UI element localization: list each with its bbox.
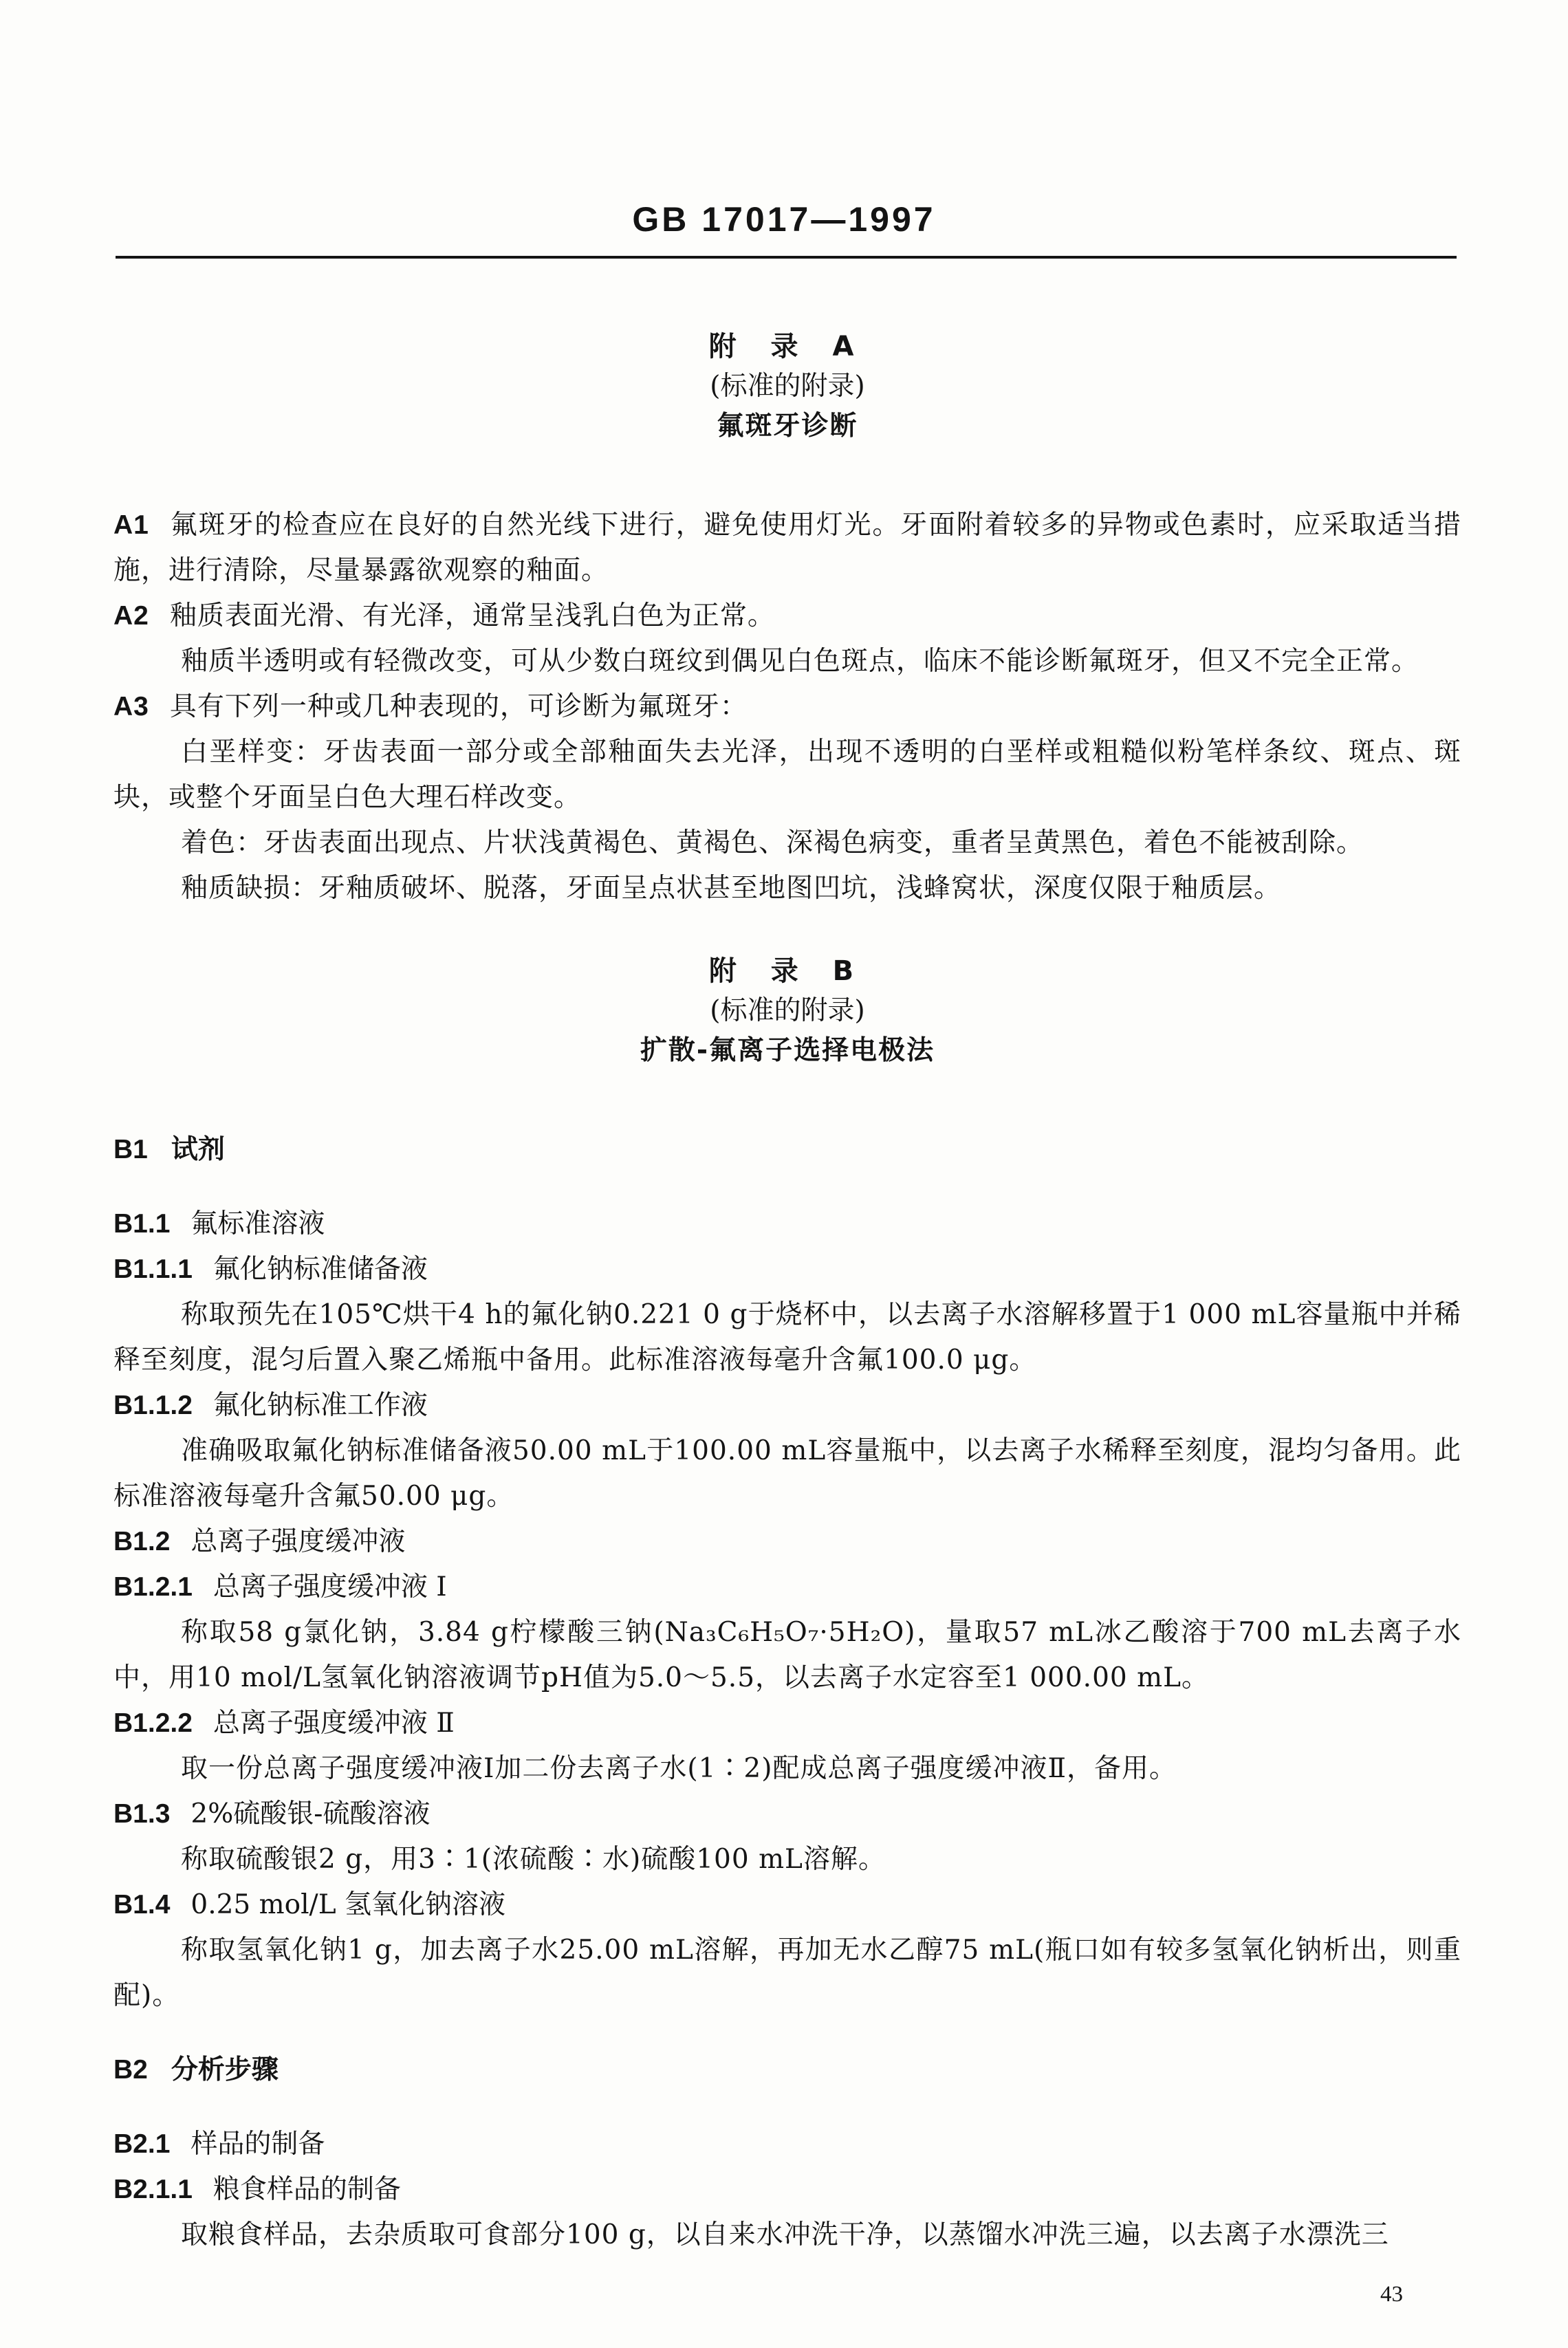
appendix-b-name: 扩散-氟离子选择电极法 [640, 1035, 935, 1066]
section-b2-heading [113, 2047, 1461, 2093]
header-rule [116, 256, 1457, 259]
section-number: B1 [113, 1135, 148, 1164]
standard-number-header: GB 17017—1997 [632, 200, 936, 239]
clause-number: B1.2 [113, 1527, 171, 1556]
clause-a3-item: 釉质缺损：牙釉质破坏、脱落，牙面呈点状甚至地图凹坑，浅蜂窝状，深度仅限于釉质层。 [181, 873, 1282, 904]
clause-number: B1.2.1 [113, 1572, 193, 1602]
clause-b1-4-text: 称取氢氧化钠1 g，加去离子水25.00 mL溶解，再加无水乙醇75 mL(瓶口如有较多氢氧化钠析出，则重配)。 [113, 1935, 1461, 2011]
section-title: 试剂 [171, 1134, 225, 1165]
clause-title: 氟化钠标准储备液 [213, 1254, 428, 1285]
clause-number: B1.3 [113, 1799, 171, 1829]
appendix-a-name: 氟斑牙诊断 [717, 411, 858, 442]
clause-title: 2%硫酸银-硫酸溶液 [190, 1798, 431, 1829]
clause-b1-1-2-text: 准确吸取氟化钠标准储备液50.00 mL于100.00 mL容量瓶中，以去离子水稀释至刻度，混均匀备用。此标准溶液每毫升含氟50.00 μg。 [113, 1435, 1461, 1512]
clause-b1-2-heading [113, 1519, 1461, 1565]
clause-b2-1-1-heading [113, 2167, 1461, 2213]
clause-b1-2-2-heading [113, 1701, 1461, 1746]
clause-number: B2.1.1 [113, 2175, 193, 2204]
appendix-a-title: 附 录 A [708, 331, 867, 362]
appendix-b-subtitle: (标准的附录) [710, 995, 865, 1026]
clause-b1-1-2-heading [113, 1383, 1461, 1428]
clause-b1-1-heading [113, 1202, 1461, 1247]
clause-a3 [113, 684, 1461, 730]
section-b1-heading [113, 1127, 1461, 1173]
clause-b1-2-1-heading [113, 1565, 1461, 1610]
clause-title: 样品的制备 [190, 2129, 325, 2160]
clause-a3-item: 着色：牙齿表面出现点、片状浅黄褐色、黄褐色、深褐色病变，重者呈黄黑色，着色不能被刮除。 [181, 827, 1364, 858]
clause-a1 [113, 503, 1461, 594]
clause-title: 总离子强度缓冲液 Ⅰ [213, 1572, 447, 1602]
clause-title: 粮食样品的制备 [213, 2174, 401, 2205]
clause-number: B1.2.2 [113, 1708, 193, 1738]
clause-b1-1-1-heading [113, 1247, 1461, 1292]
clause-title: 0.25 mol/L 氢氧化钠溶液 [190, 1889, 505, 1920]
clause-b2-1-heading [113, 2122, 1461, 2167]
clause-number: A2 [113, 601, 149, 631]
page-body [113, 327, 1461, 2258]
clause-number: B1.1.2 [113, 1391, 193, 1420]
clause-number: A1 [113, 510, 149, 540]
clause-number: B2.1 [113, 2129, 171, 2159]
appendix-b-title: 附 录 B [708, 955, 867, 987]
section-number: B2 [113, 2055, 148, 2085]
clause-title: 氟化钠标准工作液 [213, 1390, 428, 1421]
page-number: 43 [1380, 2282, 1403, 2307]
clause-a2 [113, 594, 1461, 639]
clause-b1-3-text: 称取硫酸银2 g，用3∶1(浓硫酸∶水)硫酸100 mL溶解。 [181, 1844, 886, 1875]
clause-text: 具有下列一种或几种表现的，可诊断为氟斑牙： [169, 691, 748, 722]
clause-b1-2-2-text: 取一份总离子强度缓冲液Ⅰ加二份去离子水(1∶2)配成总离子强度缓冲液Ⅱ，备用。 [181, 1753, 1177, 1784]
clause-b1-4-heading [113, 1882, 1461, 1928]
clause-a2-paragraph: 釉质半透明或有轻微改变，可从少数白斑纹到偶见白色斑点，临床不能诊断氟斑牙，但又不完全正常。 [181, 646, 1419, 677]
clause-a3-item: 白垩样变：牙齿表面一部分或全部釉面失去光泽，出现不透明的白垩样或粗糙似粉笔样条纹、斑点、斑块，或整个牙面呈白色大理石样改变。 [113, 737, 1461, 813]
clause-number: A3 [113, 692, 149, 721]
clause-number: B1.1 [113, 1209, 171, 1239]
clause-b2-1-1-text: 取粮食样品，去杂质取可食部分100 g，以自来水冲洗干净，以蒸馏水冲洗三遍，以去离子水漂洗三 [181, 2219, 1389, 2250]
clause-b1-1-1-text: 称取预先在105℃烘干4 h的氟化钠0.221 0 g于烧杯中，以去离子水溶解移置于1 000 mL容量瓶中并稀释至刻度，混匀后置入聚乙烯瓶中备用。此标准溶液每毫升含氟100.0 μg。 [113, 1299, 1461, 1376]
clause-number: B1.4 [113, 1890, 171, 1920]
clause-b1-3-heading [113, 1792, 1461, 1837]
appendix-a-subtitle: (标准的附录) [710, 371, 865, 402]
clause-title: 总离子强度缓冲液 [190, 1526, 406, 1557]
clause-number: B1.1.1 [113, 1254, 193, 1284]
clause-title: 总离子强度缓冲液 Ⅱ [213, 1708, 455, 1739]
clause-b1-2-1-text: 称取58 g氯化钠，3.84 g柠檬酸三钠(Na₃C₆H₅O₇·5H₂O)，量取57 mL冰乙酸溶于700 mL去离子水中，用10 mol/L氢氧化钠溶液调节pH值为5.0～5.5，以去离子水定容至1 000.00 mL。 [113, 1617, 1461, 1693]
clause-text: 釉质表面光滑、有光泽，通常呈浅乳白色为正常。 [169, 600, 775, 631]
clause-text: 氟斑牙的检查应在良好的自然光线下进行，避免使用灯光。牙面附着较多的异物或色素时，应采取适当措施，进行清除，尽量暴露欲观察的釉面。 [113, 510, 1461, 586]
section-title: 分析步骤 [171, 2054, 279, 2085]
clause-title: 氟标准溶液 [190, 1208, 325, 1239]
